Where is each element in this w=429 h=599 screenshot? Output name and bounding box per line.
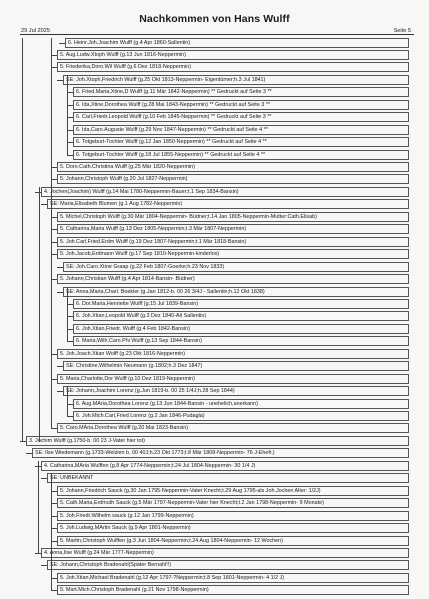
entry-text: 6. Ida,Xtine,Dorothea Wulff (g.28 Mai 1843-Neppermin) ** Gedruckt auf Seite 3 ** [76,101,270,108]
entry-text: 5. Johann,Christian Wulff (g.4 Apr 1814-Bansin- Büdner) [60,276,195,283]
tree-connector [57,292,63,293]
entry-text: 4. Anna,Ilse Wulff (g.24 Mär 1777-Neppermin) [44,549,154,556]
entry-text: 5. Catharina,Maria Wulff (g.13 Dez 1805-Neppermin;t.3 Mär 1807-Neppermin) [60,226,247,233]
page-number: Seite 5 [393,28,411,34]
tree-entry [0,411,429,423]
page-title: Nachkommen von Hans Wulff [139,13,290,25]
entry-text: 6. Joh.Mich.Carl,Fried Lorenz (g.2 Jan 1846-Pudagla) [76,413,205,419]
tree-entry [0,62,429,74]
entry-text: 5. Joh.Carl,Fried.Erdm Wulff (g.19 Dez 1807-Neppermin;t.1 Mär 1818-Bansin) [60,238,247,245]
entry-text: SE: Anna,Maria,Charl. Boekler (g.Jan 1812-b. 00 26 3/4J - Sallentin;h.12 Okt 1838) [66,288,265,295]
tree-entry [0,461,429,473]
tree-entry [0,187,429,199]
entry-text: 5. Joh.Friedr.Wilhelm sauck (g.12 Jan 1799-Neppermin) [60,512,194,519]
entry-text: 6. Fried.Maria,Xtine,D Wulff (g.11 Mär 1842-Neppermin) ** Gedruckt auf Seite 3 ** [76,89,272,96]
tree-entry [0,112,429,124]
tree-entry [0,374,429,386]
tree-entry [0,287,429,299]
entry-text: 6. Aug.MAria,Dorothea Lorenz (g.13 Jun 1844-Bansin - unehelich,anerkann) [76,400,258,407]
tree-entry [0,436,429,448]
entry-text: 5. Mart.Mich.Christoph Bradenahl (g.21 Nov 1798-Neppermin) [60,587,209,594]
tree-entry [0,87,429,99]
tree-entry [0,349,429,361]
entry-text: 6. Dor.Maria,Henriette Wulff (g.15 Jul 1839-Bansin) [76,300,199,307]
tree-entry [0,50,429,62]
tree-entry [0,386,429,398]
tree-line [51,473,52,591]
entry-text: 5. Joh.Ludwig,MArtin Sauck (g.9 Apr 1801-Neppermin) [60,525,191,532]
tree-entry [0,585,429,597]
entry-text: SE: Joh.Caro.Xtine Graap (g.22 Feb 1807-Goerke;h.23 Nov 1833) [66,263,225,270]
tree-entry [0,361,429,373]
tree-entry [0,150,429,162]
tree-connector [35,192,41,193]
print-date: 29 Jul 2025 [21,28,50,34]
entry-text: 6. Joh.Xtian,Leopold Wulff (g.3 Dez 1840-Alt Sallentin) [76,313,207,320]
entry-text: 6. Heinr.Joh.Joachim Wulff (g.4 Apr 1860-Sallentin) [68,39,191,46]
header-rule [20,34,414,35]
tree-entry [0,448,429,460]
tree-entry [0,336,429,348]
entry-text: 6. Totgeburt-Tochter Wulff (g.18 Jul 1855-Neppermin) ** Gedruckt auf Seite 4 ** [76,151,266,158]
tree-entry [0,212,429,224]
entry-text: 6. Joh.Xtian,Friedr. Wulff (g.4 Feb 1842-Bansin) [76,325,190,332]
tree-connector [41,565,47,566]
tree-line [67,386,68,417]
tree-entry [0,174,429,186]
tree-entry [0,199,429,211]
tree-entry [0,399,429,411]
entry-box [47,473,409,483]
entry-text: 3. Jochim Wulff (g.1750-b. 00 23 J-Vater hier tot) [29,437,145,444]
entry-text: 4. Jochen(Joachim) Wulff (g.14 Mai 1780-Neppermin-Bauer;t.1 Sep 1834-Bansin) [44,188,239,195]
entry-text: 6. Carl,Friedr.Leopold Wulff (g.10 Feb 1845-Neppermin) ** Gedruckt auf Seite 3 ** [76,114,272,121]
tree-entry [0,560,429,572]
tree-entry [0,274,429,286]
entry-text: 5. Doro.Cath.Christina Wulff (g.25 Mär 1820-Neppermin) [60,164,195,170]
tree-entry [0,137,429,149]
tree-entry [0,237,429,249]
tree-entry [0,324,429,336]
entry-text: 5. Johann,Friedrich Sauck (g.30 Jan 1795-Neppermin-Vater Knecht;t.29 Aug 1795-als Joh.Jochen Alter: 1/2J) [60,487,321,494]
tree-connector [41,204,47,205]
tree-entry [0,224,429,236]
entry-text: 6. Maria,Wilh.Caro.Phi Wulff (g.13 Sep 1844-Bansin) [76,338,202,345]
entry-text: 5. Aug.Ludw.Xtoph Wulff (g.13 Jun 1816-Neppermin) [60,51,186,58]
entry-text: SE: Johann,Joachim Lorenz (g.Jun 1819-b. 00 25 1/4J;h.28 Sep 1844) [66,388,235,395]
tree-entry [0,125,429,137]
entry-text: 5. Joh.Joach.Xtian Wolff (g.23 Okt 1816-Neppermin) [60,350,186,357]
tree-entry [0,498,429,510]
tree-entry [0,262,429,274]
tree-connector [59,43,65,44]
entry-text: 5. Joh.Jacob,Erdmann Wulff (g.17 Sep 1810-Neppermin-kinderlos) [60,251,220,258]
tree-entry [0,423,429,435]
entry-text: 5. Cath.Maria,Erdmuth Sauck (g.5 Mär 1797-Neppermin-Vater hier Knecht;t.2 Jan 1798-Neppermin- 9 Monate) [60,500,324,507]
entry-text: 5. Friederika,Doro.Wil Wulff (g.6 Dez 1818-Neppermin) [60,64,192,71]
tree-entry [0,162,429,174]
tree-line [67,75,68,156]
tree-connector [57,391,63,392]
tree-connector [57,366,63,367]
entry-text: 5. Michel,Christoph Wulff (g.30 Mär 1804-Neppermin- Büdner;t.14 Jan 1805-Neppermin-Mutter:Cath.Elisab) [60,213,317,220]
tree-entry [0,38,429,50]
entry-text: 5. Johann,Christoph Wulff (g.20 Jul 1827-Neppermin) [60,176,188,183]
tree-entry [0,486,429,498]
tree-connector [41,478,47,479]
entry-text: 5. Caro.MAria,Dorothea Wulff (g.20 Mai 1823-Bansin) [60,425,189,432]
entry-text: SE: Joh.Xtoph,Friedrich Wulff (g.25 Okt 1813-Neppermin- Eigentümer;h.3 Jul 1841) [66,76,266,83]
entry-text: 5. Maria,Charlotte,Dor Wulff (g.10 Dez 1819-Neppermin) [60,375,195,382]
tree-entry [0,511,429,523]
tree-line [22,38,23,442]
tree-line [51,38,52,430]
tree-entry [0,473,429,485]
tree-entry [0,299,429,311]
tree-entry [0,100,429,112]
entry-text: 6. Ida,Caro.Auguste Wulff (g.29 Nov 1847-Neppermin) ** Gedruckt auf Seite 4 ** [76,126,268,133]
entry-text: SE: Maria,Elisabeth Blumen (g.1 Aug 1782-Neppermin) [50,201,183,208]
entry-text: 4. Catharina,MAria Wulffen (g.8 Apr 1774-Neppermin;t.24 Jul 1804-Neppermin- 30 1/4 J) [44,462,256,469]
tree-connector [20,441,26,442]
tree-entry [0,523,429,535]
tree-entry [0,75,429,87]
entry-text: 6. Totgeburt-Tochter Wulff (g.12 Jan 1850-Neppermin) ** Gedruckt auf Seite 4 ** [76,139,267,146]
tree-line [39,187,40,442]
tree-entry [0,311,429,323]
tree-entry [0,573,429,585]
entry-text: SE: UNBEKANNT [50,475,94,482]
tree-line [67,287,68,343]
tree-connector [26,453,32,454]
tree-entry [0,249,429,261]
tree-entry [0,548,429,560]
entry-text: SE: Christine,Wilhelmin Neumann (g.1802;h.3 Dez 1847) [66,363,203,370]
entry-text: 5. Martin,Christoph Wulffen (g.3 Jun 1804-Neppermin;t.24 Aug 1804-Neppermin- 12 Wochen) [60,537,283,544]
tree-connector [57,267,63,268]
entry-text: SE: Ilse Wiedemann (g.1733-Welzien b. 00 40J;h.23 Okt 1773;t.8 Mär 1808-Neppermin- 76 J-Ehefr.) [35,450,275,457]
tree-entry [0,536,429,548]
entry-text: SE: Johann,Christoph Bradenahl(Später Bernahl!!) [50,562,172,569]
entry-text: 5. Joh.Xtian,Michael Bradenahl (g.12 Apr 1797-?Neppermin;t.8 Sep 1801-Neppermin- 4 1/2 J) [60,574,285,581]
tree-connector [57,80,63,81]
tree-line [38,461,39,554]
